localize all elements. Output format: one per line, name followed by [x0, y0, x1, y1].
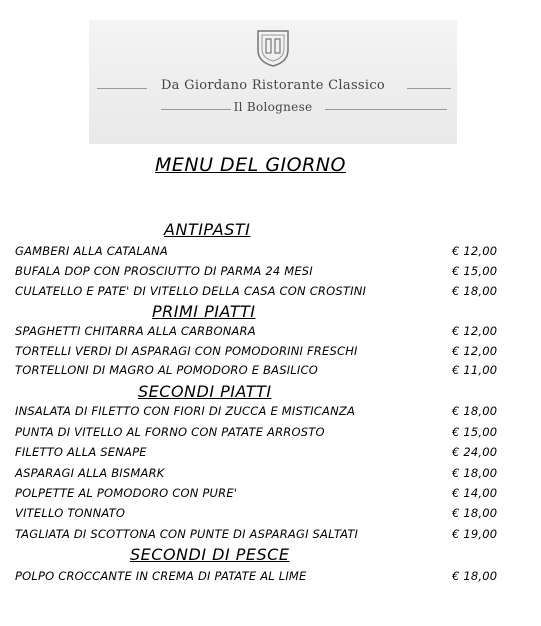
menu-item	[15, 506, 505, 524]
item-name: ASPARAGI ALLA BISMARK	[15, 466, 165, 480]
menu-item	[15, 264, 505, 282]
menu-item	[15, 527, 505, 545]
item-price: € 15,00	[452, 425, 498, 439]
menu-item	[15, 324, 505, 342]
menu-item	[15, 569, 505, 587]
menu-item	[15, 486, 505, 504]
item-name: TORTELLONI DI MAGRO AL POMODORO E BASILICO	[15, 363, 318, 377]
item-name: BUFALA DOP CON PROSCIUTTO DI PARMA 24 MESI	[15, 264, 313, 278]
item-name: SPAGHETTI CHITARRA ALLA CARBONARA	[15, 324, 256, 338]
item-price: € 18,00	[452, 284, 498, 298]
menu-title: MENU DEL GIORNO	[155, 154, 346, 176]
section-heading-primi-piatti: PRIMI PIATTI	[152, 302, 256, 321]
menu-item	[15, 344, 505, 362]
item-name: FILETTO ALLA SENAPE	[15, 445, 147, 459]
menu-item	[15, 425, 505, 443]
item-name: PUNTA DI VITELLO AL FORNO CON PATATE ARROSTO	[15, 425, 325, 439]
item-price: € 24,00	[452, 445, 498, 459]
item-price: € 18,00	[452, 506, 498, 520]
item-name: POLPO CROCCANTE IN CREMA DI PATATE AL LIME	[15, 569, 307, 583]
item-price: € 18,00	[452, 569, 498, 583]
item-name: CULATELLO E PATE' DI VITELLO DELLA CASA CON CROSTINI	[15, 284, 367, 298]
section-heading-secondi-di-pesce: SECONDI DI PESCE	[130, 545, 290, 564]
item-name: INSALATA DI FILETTO CON FIORI DI ZUCCA E MISTICANZA	[15, 404, 356, 418]
restaurant-name: Da Giordano Ristorante Classico	[160, 78, 386, 93]
restaurant-header	[89, 20, 457, 144]
section-heading-antipasti: ANTIPASTI	[164, 220, 251, 239]
section-heading-secondi-piatti: SECONDI PIATTI	[138, 382, 272, 401]
crest-icon	[255, 28, 291, 68]
item-price: € 12,00	[452, 344, 498, 358]
item-price: € 11,00	[452, 363, 498, 377]
menu-item	[15, 404, 505, 422]
item-name: TAGLIATA DI SCOTTONA CON PUNTE DI ASPARAGI SALTATI	[15, 527, 359, 541]
menu-item	[15, 244, 505, 262]
item-price: € 12,00	[452, 324, 498, 338]
item-price: € 14,00	[452, 486, 498, 500]
menu-item	[15, 466, 505, 484]
menu-item	[15, 363, 505, 381]
item-name: VITELLO TONNATO	[15, 506, 126, 520]
menu-item	[15, 445, 505, 463]
item-name: POLPETTE AL POMODORO CON PURE'	[15, 486, 238, 500]
item-name: TORTELLI VERDI DI ASPARAGI CON POMODORINI FRESCHI	[15, 344, 358, 358]
menu-item	[15, 284, 505, 302]
item-price: € 18,00	[452, 466, 498, 480]
item-price: € 19,00	[452, 527, 498, 541]
item-name: GAMBERI ALLA CATALANA	[15, 244, 168, 258]
item-price: € 12,00	[452, 244, 498, 258]
restaurant-subtitle: Il Bolognese	[233, 100, 313, 114]
item-price: € 18,00	[452, 404, 498, 418]
item-price: € 15,00	[452, 264, 498, 278]
